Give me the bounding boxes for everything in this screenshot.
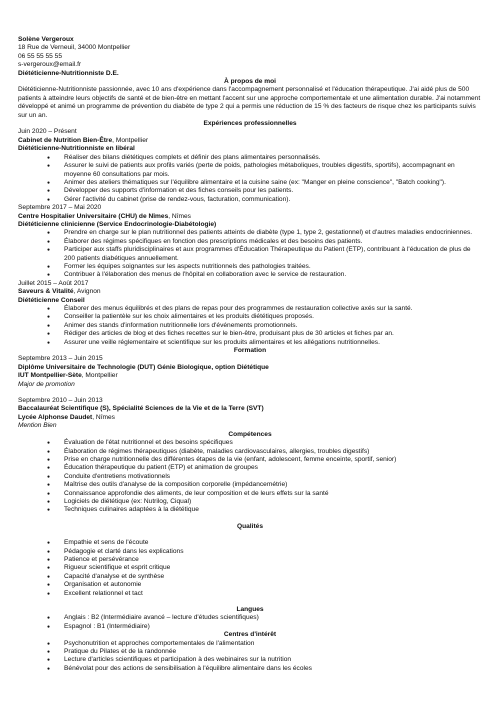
list-item: ● Contribuer à l'élaboration des menus de l'hôpital en collaboration avec le service de restauration.	[64, 271, 482, 279]
job-employer-line	[18, 288, 482, 296]
education-school: IUT Montpellier-Sète	[18, 372, 82, 380]
education-degree: Diplôme Universitaire de Technologie (DUT) Génie Biologique, option Diététique	[18, 363, 269, 371]
list-item: ● Lecture d'articles scientifiques et participation à des webinaires sur la nutrition	[64, 656, 482, 664]
job-entry	[18, 204, 482, 280]
list-item: ● Maîtrise des outils d'analyse de la composition corporelle (impédancemétrie)	[64, 481, 482, 489]
qualities-heading: Qualités	[236, 522, 264, 530]
job-tasks	[18, 154, 482, 204]
list-item: ● Espagnol : B1 (Intermédiaire)	[64, 623, 482, 631]
job-employer-line	[18, 137, 482, 145]
list-item: ● Conseiller la patientèle sur les choix alimentaires et les produits diététiques proposés.	[64, 313, 482, 321]
spacer	[18, 531, 482, 539]
education-entry	[18, 397, 482, 431]
list-item: ● Pédagogie et clarté dans les explications	[64, 548, 482, 556]
education-dates: Septembre 2013 – Juin 2015	[18, 355, 103, 363]
education-entry	[18, 355, 482, 389]
contact-block	[18, 36, 482, 78]
spacer	[18, 515, 482, 523]
list-item: ● Capacité d'analyse et de synthèse	[64, 573, 482, 581]
list-item: ● Assurer une veille réglementaire et scientifique sur les produits alimentaires et les allégations nutritionnelles.	[64, 339, 482, 347]
job-entry	[18, 128, 482, 204]
job-location: , Avignon	[73, 288, 101, 296]
list-item: ● Psychonutrition et approches comportementales de l'alimentation	[64, 640, 482, 648]
about-text: Diététicienne-Nutritionniste passionnée, avec 10 ans d'expérience dans l'accompagnement personnalisé et l'éducation thérapeutique. J'ai aidé plus de 500 patients à atteindre leurs objectifs de santé et de bien-être en mettant l'accent sur une approche comportementale et une alimentation durable. J'ai notamment développé et animé un programme de prévention du diabète de type 2 qui a permis une réduction de 15 % des facteurs de risque chez les participants suivis sur un an.	[18, 86, 481, 119]
job-dates: Juin 2020 – Présent	[18, 128, 77, 136]
list-item: ● Former les équipes soignantes sur les aspects nutritionnels des pathologies traitées.	[64, 263, 482, 271]
education-dates: Septembre 2010 – Juin 2013	[18, 397, 103, 405]
list-item: ● Patience et persévérance	[64, 556, 482, 564]
address: 18 Rue de Verneuil, 34000 Montpellier	[18, 44, 131, 52]
education-note: Major de promotion	[18, 380, 75, 388]
education-school: Lycée Alphonse Daudet	[18, 413, 93, 421]
list-item: ● Animer des stands d'information nutritionnelle lors d'événements promotionnels.	[64, 322, 482, 330]
job-role: Diététicienne Conseil	[18, 296, 85, 304]
experience-heading: Expériences professionnelles	[203, 120, 297, 128]
job-dates: Septembre 2017 – Mai 2020	[18, 204, 102, 212]
education-location: , Montpellier	[81, 372, 118, 380]
education-heading: Formation	[233, 347, 267, 355]
education-school-line	[18, 414, 482, 422]
about-heading: À propos de moi	[223, 78, 277, 86]
spacer	[18, 389, 482, 397]
candidate-name: Solène Vergeroux	[18, 36, 74, 43]
list-item: ● Élaborer des régimes spécifiques en fonction des prescriptions médicales et des besoins des patients.	[64, 238, 482, 246]
job-employer: Saveurs & Vitalité	[18, 288, 74, 296]
list-item: ● Animer des ateliers thématiques sur l'équilibre alimentaire et la cuisine saine (ex: "Manger en pleine conscience", "Batch cooking").	[64, 179, 482, 187]
list-item: ● Pratique du Pilates et de la randonnée	[64, 648, 482, 656]
list-item: ● Logiciels de diététique (ex: Nutrilog, Ciqual)	[64, 498, 482, 506]
languages-list	[18, 614, 482, 631]
spacer	[18, 598, 482, 606]
list-item: ● Évaluation de l'état nutritionnel et des besoins spécifiques	[64, 439, 482, 447]
list-item: ● Rigueur scientifique et esprit critique	[64, 564, 482, 572]
list-item: ● Excellent relationnel et tact	[64, 590, 482, 598]
job-location: , Montpellier	[112, 136, 149, 144]
list-item: ● Conduite d'entretiens motivationnels	[64, 473, 482, 481]
list-item: ● Participer aux staffs pluridisciplinaires et aux programmes d'Éducation Thérapeutique du Patient (ETP), contribuant à l'éducation de plus de 200 patients diabétiques annuellement.	[64, 246, 482, 263]
job-title: Diététicienne-Nutritionniste D.E.	[18, 69, 119, 77]
list-item: ● Anglais : B2 (Intermédiaire avancé – lecture d'études scientifiques)	[64, 614, 482, 622]
interests-list	[18, 640, 482, 674]
list-item: ● Rédiger des articles de blog et des fiches recettes sur le bien-être, produisant plus de 30 articles et fiches par an.	[64, 330, 482, 338]
list-item: ● Éducation thérapeutique du patient (ETP) et animation de groupes	[64, 464, 482, 472]
languages-heading: Langues	[236, 606, 264, 613]
education-degree: Baccalauréat Scientifique (S), Spécialité Sciences de la Vie et de la Terre (SVT)	[18, 405, 264, 413]
job-employer: Cabinet de Nutrition Bien-Être	[18, 136, 113, 144]
list-item: ● Prendre en charge sur le plan nutritionnel des patients atteints de diabète (type 1, type 2, gestationnel) et d'autres maladies endocriniennes.	[64, 229, 482, 237]
education-location: , Nîmes	[92, 413, 115, 421]
job-entry	[18, 280, 482, 347]
job-tasks	[18, 305, 482, 347]
job-tasks	[18, 229, 482, 279]
education-note: Mention Bien	[18, 422, 57, 430]
job-location: , Nîmes	[168, 212, 191, 220]
list-item: ● Prise en charge nutritionnelle des différentes étapes de la vie (enfant, adolescent, femme enceinte, sportif, senior)	[64, 456, 482, 464]
job-employer: Centre Hospitalier Universitaire (CHU) de Nîmes	[18, 212, 169, 220]
education-school-line	[18, 372, 482, 380]
job-role: Diététicienne-Nutritionniste en libéral	[18, 145, 135, 153]
list-item: ● Assurer le suivi de patients aux profils variés (perte de poids, pathologies métaboliques, troubles digestifs, sportifs), accompagnant en moyenne 60 consultations par mois.	[64, 162, 482, 179]
list-item: ● Techniques culinaires adaptées à la diététique	[64, 506, 482, 514]
list-item: ● Développer des supports d'information et des fiches conseils pour les patients.	[64, 187, 482, 195]
list-item: ● Bénévolat pour des actions de sensibilisation à l'équilibre alimentaire dans les écoles	[64, 665, 482, 673]
list-item: ● Élaborer des menus équilibrés et des plans de repas pour des programmes de restauration collective axés sur la santé.	[64, 305, 482, 313]
list-item: ● Réaliser des bilans diététiques complets et définir des plans alimentaires personnalisés.	[64, 154, 482, 162]
list-item: ● Gérer l'activité du cabinet (prise de rendez-vous, facturation, communication).	[64, 196, 482, 204]
skills-heading: Compétences	[228, 430, 272, 438]
skills-list	[18, 439, 482, 515]
job-employer-line	[18, 213, 482, 221]
job-dates: Juillet 2015 – Août 2017	[18, 279, 89, 287]
email: s-vergeroux@email.fr	[18, 61, 82, 69]
list-item: ● Organisation et autonomie	[64, 581, 482, 589]
interests-heading: Centres d'intérêt	[223, 631, 277, 639]
job-role: Diététicienne clinicienne (Service Endocrinologie-Diabétologie)	[18, 220, 217, 228]
list-item: ● Empathie et sens de l'écoute	[64, 539, 482, 547]
phone: 06 55 55 55 55	[18, 52, 62, 60]
qualities-list	[18, 539, 482, 598]
list-item: ● Élaboration de régimes thérapeutiques (diabète, maladies cardiovasculaires, allergies, troubles digestifs)	[64, 448, 482, 456]
list-item: ● Connaissance approfondie des aliments, de leur composition et de leurs effets sur la santé	[64, 490, 482, 498]
